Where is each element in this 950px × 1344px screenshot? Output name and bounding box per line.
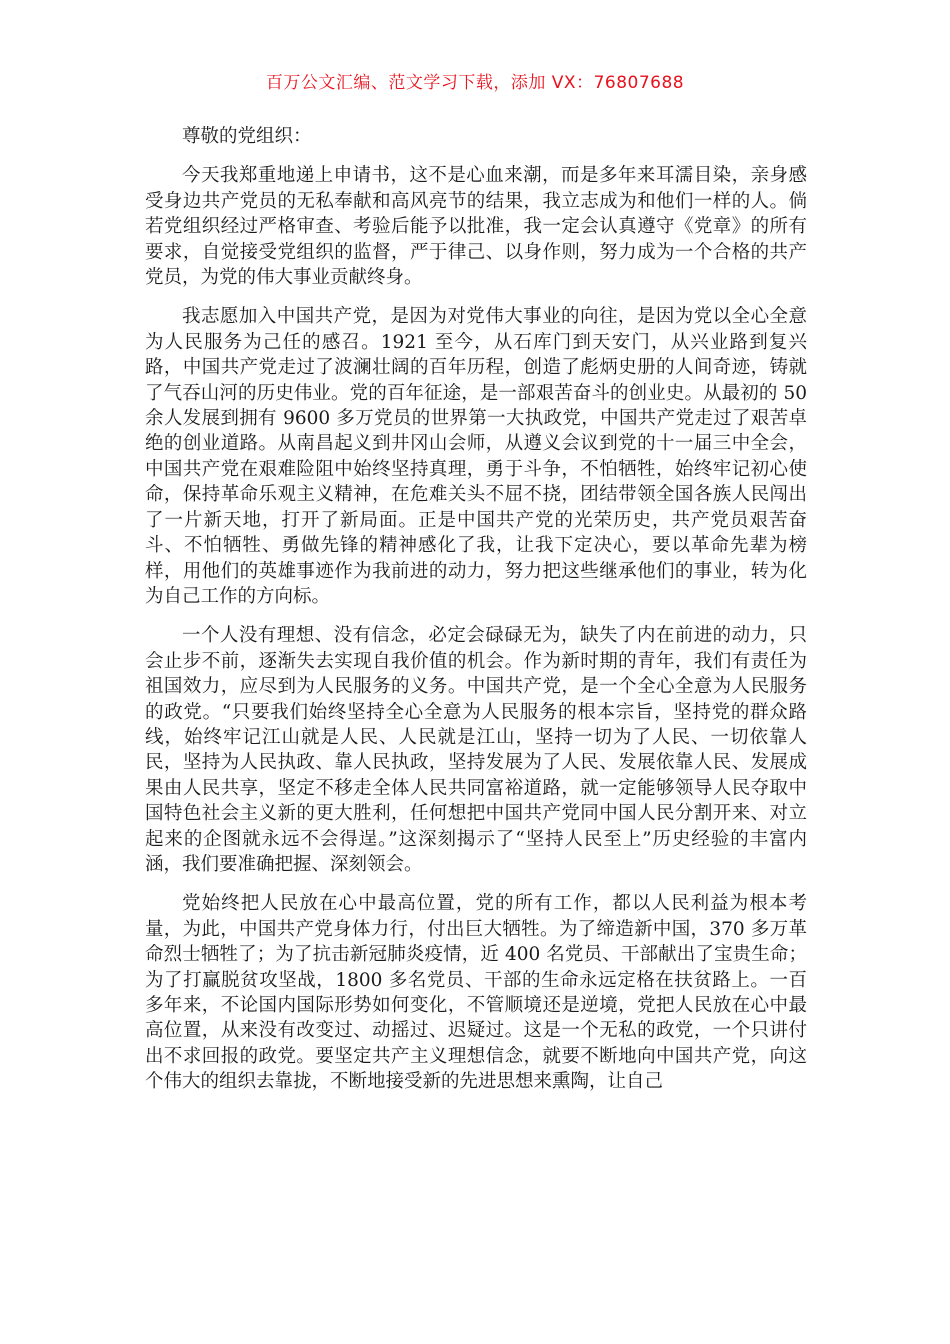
paragraph-3: 一个人没有理想、没有信念，必定会碌碌无为，缺失了内在前进的动力，只会止步不前，逐渐失去实现自我价值的机会。作为新时期的青年，我们有责任为祖国效力，应尽到为人民服务的义务。中国共产党，是一个全心全意为人民服务的政党。“只要我们始终坚持全心全意为人民服务的根本宗旨，坚持党的群众路线，始终牢记江山就是人民、人民就是江山，坚持一切为了人民、一切依靠人民，坚持为人民执政、靠人民执政，坚持发展为了人民、发展依靠人民、发展成果由人民共享，坚定不移走全体人民共同富裕道路，就一定能够领导人民夺取中国特色社会主义新的更大胜利，任何想把中国共产党同中国人民分割开来、对立起来的企图就永远不会得逞。”这深刻揭示了“坚持人民至上”历史经验的丰富内涵，我们要准确把握、深刻领会。 xyxy=(145,625,807,875)
document-body xyxy=(145,124,807,1109)
paragraph-1: 今天我郑重地递上申请书，这不是心血来潮，而是多年来耳濡目染，亲身感受身边共产党员的无私奉献和高风亮节的结果，我立志成为和他们一样的人。倘若党组织经过严格审查、考验后能予以批准，我一定会认真遵守《党章》的所有要求，自觉接受党组织的监督，严于律己、以身作则，努力成为一个合格的共产党员，为党的伟大事业贡献终身。 xyxy=(145,165,807,289)
header-banner: 百万公文汇编、范文学习下载，添加 VX：76807688 xyxy=(265,73,685,93)
paragraph-2: 我志愿加入中国共产党，是因为对党伟大事业的向往，是因为党以全心全意为人民服务为己任的感召。1921 至今，从石库门到天安门，从兴业路到复兴路，中国共产党走过了波澜壮阔的百年历程，创造了彪炳史册的人间奇迹，铸就了气吞山河的历史伟业。党的百年征途，是一部艰苦奋斗的创业史。从最初的 50 余人发展到拥有 9600 多万党员的世界第一大执政党，中国共产党走过了艰苦卓绝的创业道路。从南昌起义到井冈山会师，从遵义会议到党的十一届三中全会，中国共产党在艰难险阻中始终坚持真理，勇于斗争，不怕牺牲，始终牢记初心使命，保持革命乐观主义精神，在危难关头不屈不挠，团结带领全国各族人民闯出了一片新天地，打开了新局面。正是中国共产党的光荣历史，共产党员艰苦奋斗、不怕牺牲、勇做先锋的精神感化了我，让我下定决心，要以革命先辈为榜样，用他们的英雄事迹作为我前进的动力，努力把这些继承他们的事业，转为化为自己工作的方向标。 xyxy=(145,306,807,607)
paragraph-4: 党始终把人民放在心中最高位置，党的所有工作，都以人民利益为根本考量，为此，中国共产党身体力行，付出巨大牺牲。为了缔造新中国，370 多万革命烈士牺牲了；为了抗击新冠肺炎疫情，近 400 名党员、干部献出了宝贵生命；为了打赢脱贫攻坚战，1800 多名党员、干部的生命永远定格在扶贫路上。一百多年来，不论国内国际形势如何变化，不管顺境还是逆境，党把人民放在心中最高位置，从来没有改变过、动摇过、迟疑过。这是一个无私的政党，一个只讲付出不求回报的政党。要坚定共产主义理想信念，就要不断地向中国共产党，向这个伟大的组织去靠拢，不断地接受新的先进思想来熏陶，让自己 xyxy=(145,893,807,1093)
salutation: 尊敬的党组织： xyxy=(182,126,312,147)
